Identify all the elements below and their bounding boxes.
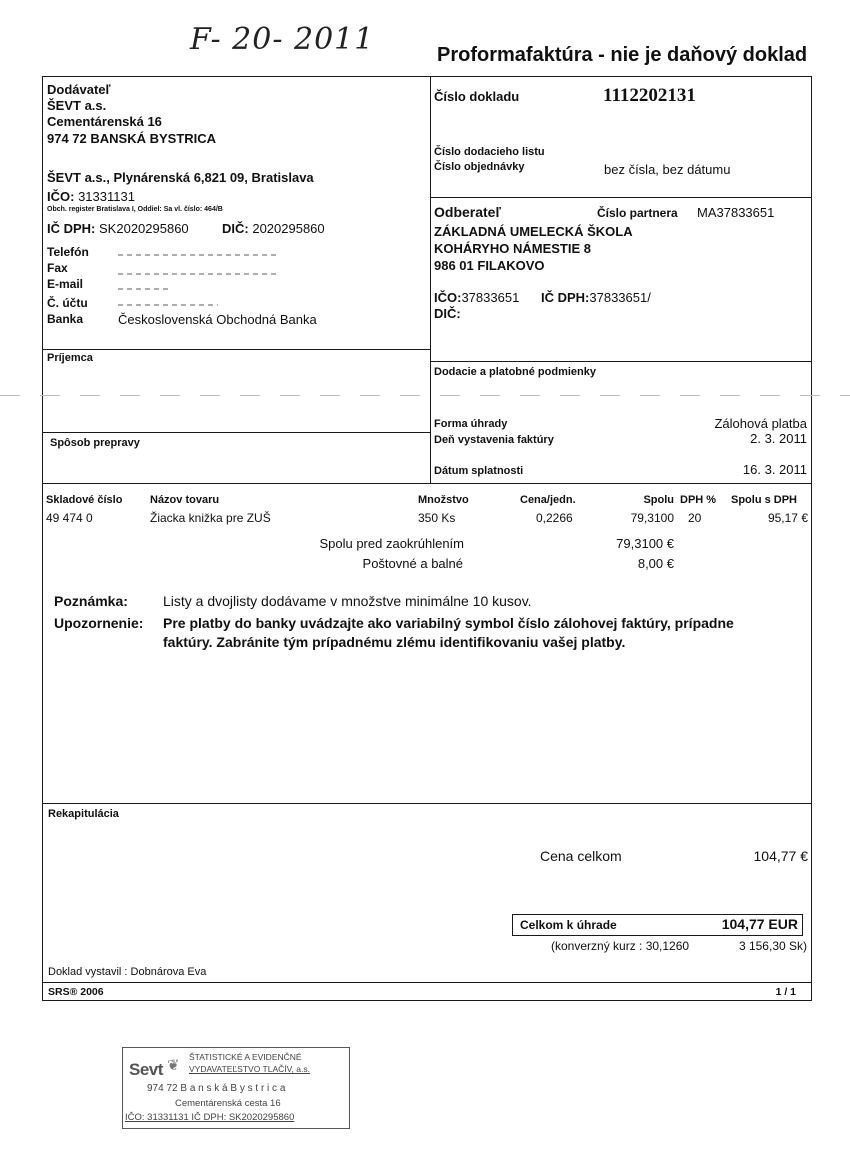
scan-artifact (0, 395, 850, 396)
frame-left (42, 76, 43, 1000)
supplier-heading: Dodávateľ (47, 82, 111, 97)
divider-terms (430, 361, 811, 362)
supplier-register-note: Obch. register Bratislava I, Oddiel: Sa vl. číslo: 464/B (47, 206, 223, 213)
customer-dic-label: DIČ: (434, 306, 461, 321)
divider-items (42, 483, 812, 484)
supplier-name: ŠEVT a.s. (47, 98, 107, 113)
stamp-line5: IČO: 31331131 IČ DPH: SK2020295860 (125, 1112, 295, 1123)
shipping-value: 8,00 € (637, 556, 674, 571)
supplier-city: 974 72 BANSKÁ BYSTRICA (47, 131, 217, 146)
document-number-label: Číslo dokladu (434, 89, 520, 104)
issue-date: 2. 3. 2011 (750, 431, 807, 446)
document-number: 1112202131 (603, 85, 696, 106)
divider-summary (42, 803, 812, 804)
summary-heading: Rekapitulácia (48, 808, 119, 820)
email-redacted (118, 288, 168, 290)
column-divider (430, 76, 431, 483)
amount-due: 104,77 EUR (721, 916, 798, 932)
conversion-sk: 3 156,30 Sk) (738, 939, 807, 953)
warning-line2: faktúry. Zabránite tým prípadnému zlému identifikovaniu vašej platby. (163, 634, 626, 650)
amount-due-box (512, 914, 803, 936)
note-text: Listy a dvojlisty dodávame v množstve minimálne 10 kusov. (163, 593, 532, 609)
frame-right (811, 76, 812, 1000)
payment-form: Zálohová platba (714, 416, 807, 431)
stamp-line1: ŠTATISTICKÉ A EVIDENČNÉ (189, 1052, 302, 1062)
supplier-ico-label: IČO: (47, 189, 75, 204)
row-total: 79,3100 (630, 511, 674, 525)
customer-ico: 37833651 (461, 290, 520, 305)
row-sku: 49 474 0 (46, 511, 93, 525)
row-unit-price: 0,2266 (536, 511, 573, 525)
customer-heading: Odberateľ (434, 204, 501, 220)
supplier-dic-label: DIČ: (222, 221, 249, 236)
supplier-street: Cementárenská 16 (47, 114, 162, 129)
company-stamp (122, 1047, 350, 1129)
order-label: Číslo objednávky (434, 161, 525, 173)
supplier-phone-label: Telefón (47, 245, 89, 259)
supplier-ico: 31331131 (78, 189, 135, 204)
divider-customer (430, 197, 811, 198)
partner-label: Číslo partnera (597, 206, 678, 220)
due-date-label: Dátum splatnosti (434, 465, 524, 477)
issued-by-label: Doklad vystavil : (48, 966, 128, 978)
delivery-note-label: Číslo dodacieho listu (434, 146, 545, 158)
row-name: Žiacka knižka pre ZUŠ (150, 511, 271, 525)
page-number: 1 / 1 (775, 986, 796, 998)
divider-footer (42, 982, 812, 983)
order-value: bez čísla, bez dátumu (604, 162, 731, 177)
supplier-icdph-label: IČ DPH: (47, 221, 96, 236)
subtotal-label: Spolu pred zaokrúhlením (319, 536, 464, 551)
page-title: Proformafaktúra - nie je daňový doklad (437, 44, 808, 66)
stamp-line4: Cementárenská cesta 16 (175, 1098, 281, 1109)
note-label: Poznámka: (54, 593, 128, 609)
stamp-logo: Sevt (129, 1060, 163, 1079)
header-sku: Skladové číslo (46, 494, 123, 506)
stamp-leaf-icon: ❦ (167, 1057, 180, 1074)
customer-city: 986 01 FILAKOVO (434, 258, 545, 273)
subtotal-value: 79,3100 € (616, 536, 674, 551)
total-price-label: Cena celkom (540, 848, 622, 864)
header-total-vat: Spolu s DPH (731, 494, 798, 506)
stamp-line3: 974 72 B a n s k á B y s t r i c a (147, 1083, 286, 1094)
customer-street: KOHÁRYHO NÁMESTIE 8 (434, 241, 591, 256)
header-total: Spolu (643, 494, 674, 506)
due-date: 16. 3. 2011 (742, 462, 807, 477)
divider-recipient (42, 349, 430, 350)
frame-top (42, 76, 812, 77)
row-total-vat: 95,17 € (767, 511, 808, 525)
issue-date-label: Deň vystavenia faktúry (434, 434, 554, 446)
customer-ico-label: IČO: (434, 290, 462, 305)
partner-number: MA37833651 (697, 205, 775, 220)
frame-bottom (42, 1000, 812, 1001)
supplier-icdph: SK2020295860 (99, 221, 189, 236)
supplier-dic: 2020295860 (252, 221, 325, 236)
supplier-email-label: E-mail (47, 277, 84, 291)
terms-heading: Dodacie a platobné podmienky (434, 366, 596, 378)
row-qty: 350 Ks (418, 511, 456, 525)
software-label: SRS® 2006 (48, 986, 104, 998)
supplier-bank: Československá Obchodná Banka (118, 312, 317, 327)
header-qty: Množstvo (418, 494, 469, 506)
header-name: Názov tovaru (150, 494, 220, 506)
phone-redacted (118, 254, 278, 256)
total-price: 104,77 € (753, 848, 808, 864)
header-unit-price: Cena/jedn. (520, 494, 576, 506)
supplier-fax-label: Fax (47, 261, 68, 275)
conversion-rate: (konverzný kurz : 30,1260 (551, 939, 690, 953)
warning-line1: Pre platby do banky uvádzajte ako variabilný symbol číslo zálohovej faktúry, prípadne (163, 615, 734, 631)
amount-due-label: Celkom k úhrade (520, 918, 617, 932)
account-redacted (118, 304, 218, 306)
fax-redacted (118, 273, 278, 275)
stamp-line2: VYDAVATEĽSTVO TLAČÍV, a.s. (189, 1064, 310, 1074)
customer-icdph: 37833651/ (589, 290, 651, 305)
shipping-label: Poštovné a balné (362, 556, 463, 571)
payment-form-label: Forma úhrady (434, 418, 508, 430)
supplier-registered-address: ŠEVT a.s., Plynárenská 6,821 09, Bratislava (47, 170, 314, 185)
supplier-bank-label: Banka (47, 312, 84, 326)
supplier-account-label: Č. účtu (47, 296, 88, 310)
transport-heading: Spôsob prepravy (50, 437, 140, 449)
warning-label: Upozornenie: (54, 615, 144, 631)
customer-name: ZÁKLADNÁ UMELECKÁ ŠKOLA (434, 224, 633, 239)
customer-icdph-label: IČ DPH: (541, 290, 590, 305)
issued-by: Dobnárova Eva (130, 966, 207, 978)
divider-transport (42, 432, 430, 433)
row-vat: 20 (688, 511, 702, 525)
handwritten-note: F- 20- 2011 (190, 22, 375, 57)
header-vat: DPH % (680, 494, 717, 506)
recipient-heading: Príjemca (47, 352, 93, 364)
